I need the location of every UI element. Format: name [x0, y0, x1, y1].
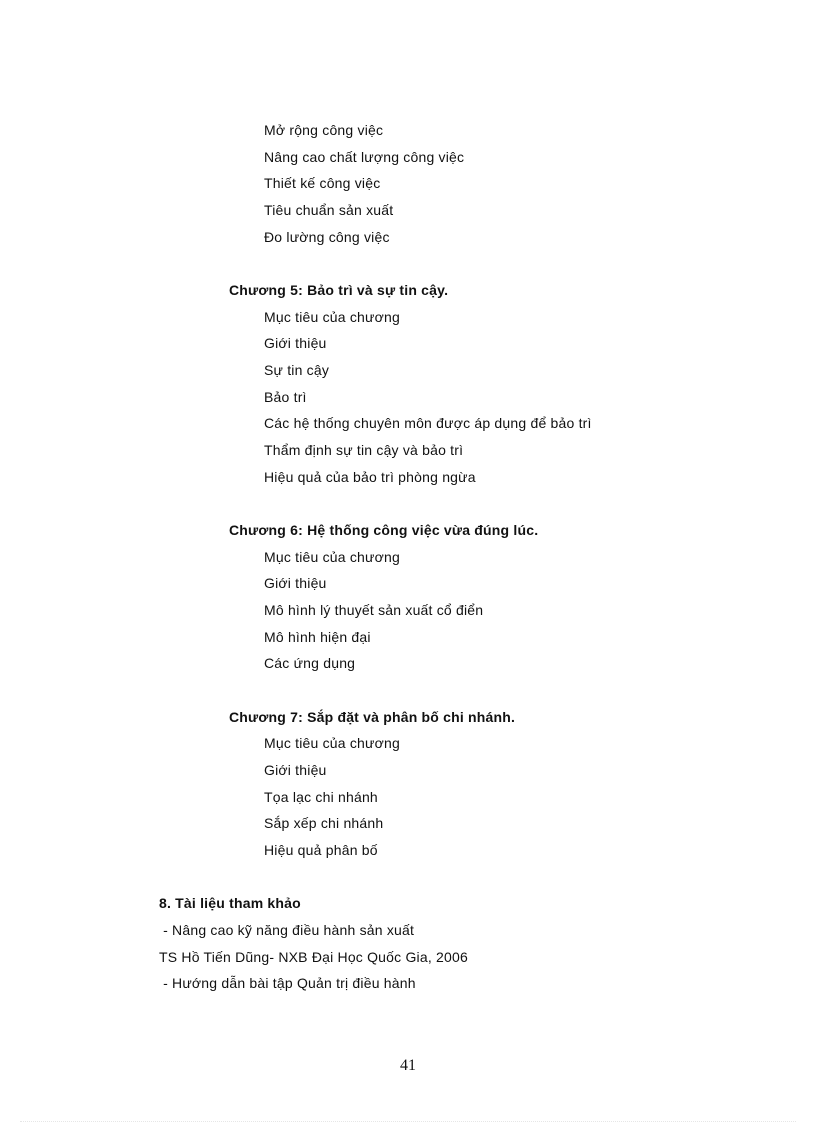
- list-item: Mô hình lý thuyết sản xuất cổ điển: [264, 602, 484, 618]
- list-item: Hiệu quả của bảo trì phòng ngừa: [264, 469, 476, 485]
- list-item: Mục tiêu của chương: [264, 309, 400, 325]
- chapter-7-title: Chương 7: Sắp đặt và phân bố chi nhánh.: [229, 709, 516, 725]
- reference-line: - Nâng cao kỹ năng điều hành sản xuất: [159, 922, 415, 938]
- list-item: Mô hình hiện đại: [264, 629, 371, 645]
- references-heading: 8. Tài liệu tham khảo: [159, 895, 301, 911]
- list-item: Mục tiêu của chương: [264, 735, 400, 751]
- list-item: Tiêu chuẩn sản xuất: [264, 202, 394, 218]
- chapter-5-title: Chương 5: Bảo trì và sự tin cậy.: [229, 282, 449, 298]
- list-item: Thẩm định sự tin cậy và bảo trì: [264, 442, 464, 458]
- list-item: Mục tiêu của chương: [264, 549, 400, 565]
- list-item: Các hệ thống chuyên môn được áp dụng để bảo trì: [264, 415, 592, 431]
- list-item: Sắp xếp chi nhánh: [264, 815, 384, 831]
- list-item: Giới thiệu: [264, 575, 327, 591]
- list-item: Đo lường công việc: [264, 229, 390, 245]
- list-item: Các ứng dụng: [264, 655, 356, 671]
- list-item: Thiết kế công việc: [264, 175, 381, 191]
- list-item: Giới thiệu: [264, 335, 327, 351]
- page-number: 41: [400, 1057, 416, 1074]
- list-item: Sự tin cậy: [264, 362, 330, 378]
- reference-line: TS Hồ Tiến Dũng- NXB Đại Học Quốc Gia, 2006: [159, 949, 468, 965]
- list-item: Tọa lạc chi nhánh: [264, 789, 378, 805]
- list-item: Giới thiệu: [264, 762, 327, 778]
- list-item: Mở rộng công việc: [264, 122, 384, 138]
- reference-line: - Hướng dẫn bài tập Quản trị điều hành: [159, 975, 416, 991]
- list-item: Nâng cao chất lượng công việc: [264, 149, 465, 165]
- page-bottom-divider: [20, 1121, 796, 1122]
- list-item: Hiệu quả phân bố: [264, 842, 378, 858]
- list-item: Bảo trì: [264, 389, 307, 405]
- chapter-6-title: Chương 6: Hệ thống công việc vừa đúng lúc.: [229, 522, 539, 538]
